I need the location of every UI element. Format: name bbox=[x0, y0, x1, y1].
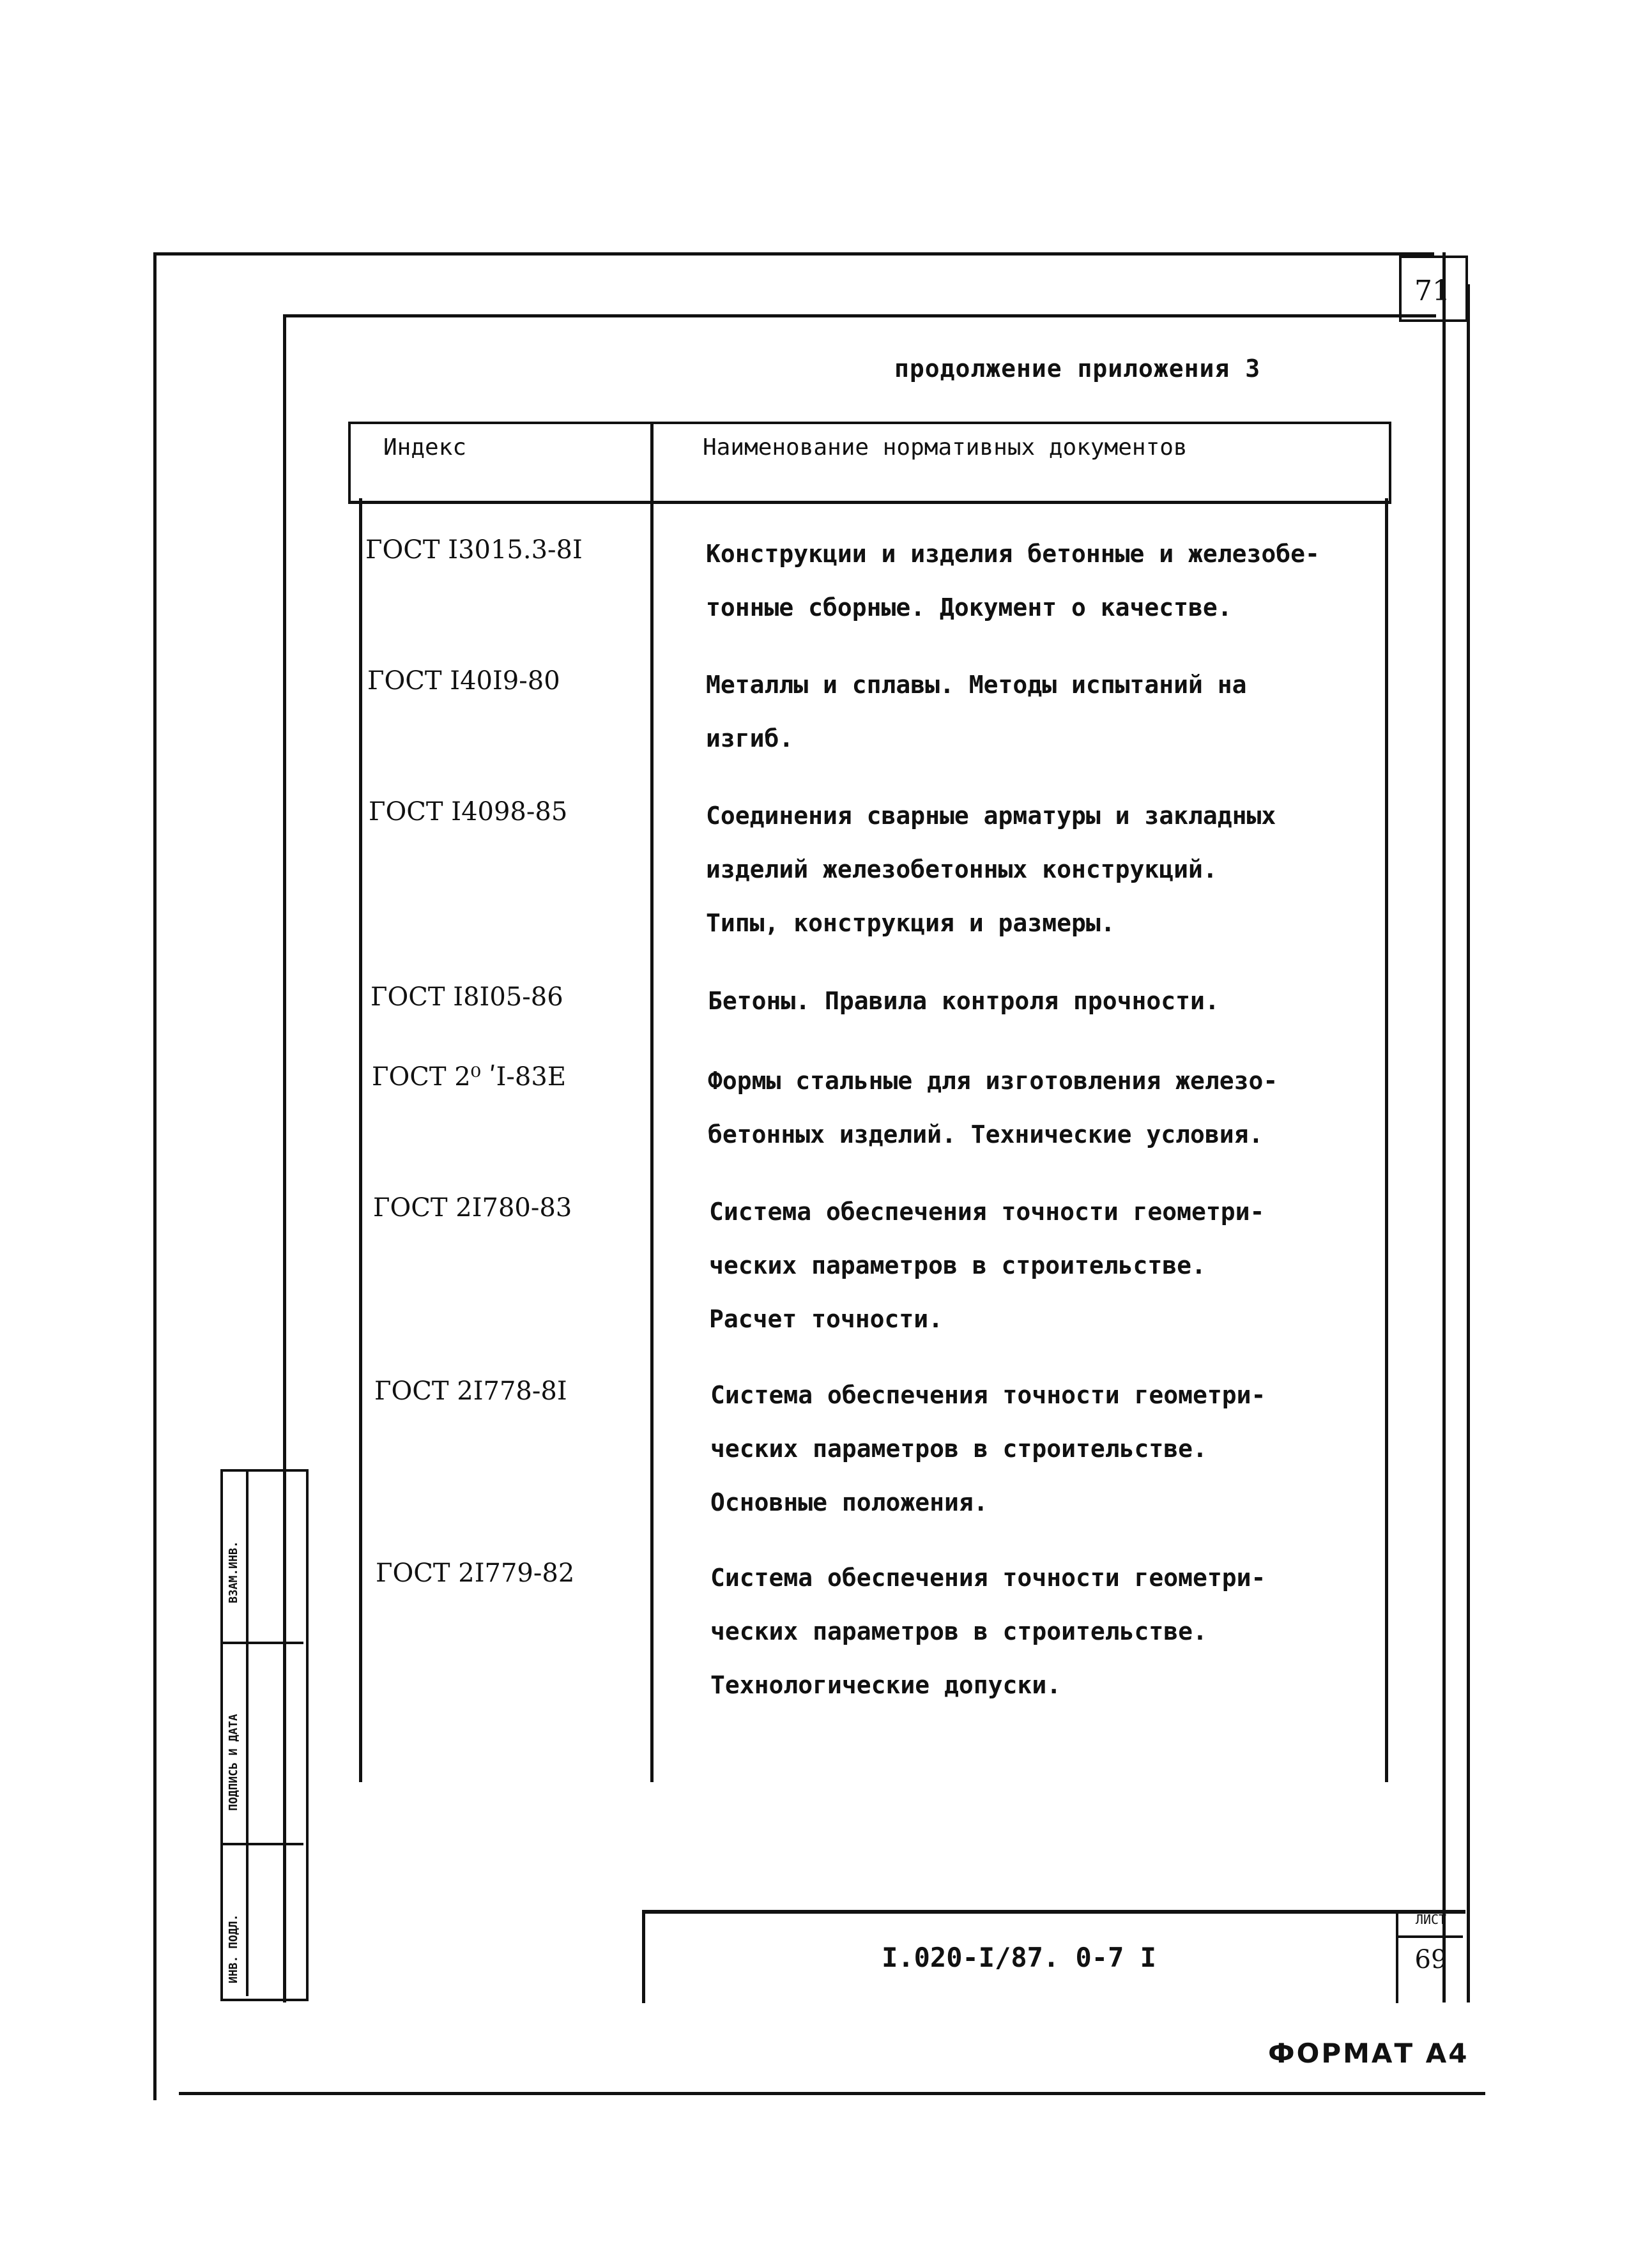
stamp-label-original-inventory: ИНВ. ПОДЛ. bbox=[227, 1914, 240, 1983]
row-index: ГОСТ I40I9-80 bbox=[367, 666, 560, 696]
row-index: ГОСТ 2I778-8I bbox=[374, 1377, 567, 1406]
row-text-line: бетонных изделий. Технические условия. bbox=[708, 1120, 1264, 1148]
row-text-line: ческих параметров в строительстве. bbox=[709, 1251, 1206, 1279]
row-text-line: тонные сборные. Документ о качестве. bbox=[706, 593, 1232, 622]
row-text-line: Формы стальные для изготовления железо- bbox=[708, 1067, 1278, 1095]
document-code: I.020-I/87. 0-7 I bbox=[882, 1942, 1156, 1973]
row-text-line: Расчет точности. bbox=[709, 1305, 944, 1333]
table-column-divider bbox=[650, 422, 654, 1782]
row-text-line: Основные положения. bbox=[710, 1488, 988, 1516]
frame-right-edge bbox=[1442, 252, 1446, 2002]
continuation-title: продолжение приложения 3 bbox=[894, 355, 1261, 383]
row-text-line: Система обеспечения точности геометри- bbox=[709, 1198, 1265, 1226]
bottom-rule bbox=[179, 2092, 1485, 2095]
row-text-line: изделий железобетонных конструкций. bbox=[706, 855, 1218, 883]
format-label: ФОРМАТ А4 bbox=[1268, 2038, 1469, 2069]
table-right-border bbox=[1385, 498, 1388, 1782]
row-text-line: ческих параметров в строительстве. bbox=[710, 1617, 1207, 1645]
row-text-line: Конструкции и изделия бетонные и железобе- bbox=[706, 540, 1320, 568]
row-index: ГОСТ 2⁰ ʹI-83E bbox=[372, 1062, 567, 1092]
header-index: Индекс bbox=[383, 434, 467, 461]
sheet-cell-divider bbox=[1396, 1935, 1463, 1938]
row-index: ГОСТ I8I05-86 bbox=[371, 982, 563, 1012]
row-index: ГОСТ I3015.3-8I bbox=[365, 535, 583, 565]
stamp-label-signature-date: ПОДПИСЬ И ДАТА bbox=[227, 1714, 240, 1811]
row-text-line: Металлы и сплавы. Методы испытаний на bbox=[706, 671, 1247, 699]
frame-right-edge-outer bbox=[1467, 284, 1470, 2002]
row-text-line: Система обеспечения точности геометри- bbox=[710, 1381, 1266, 1409]
side-stamp-column bbox=[246, 1469, 249, 1996]
row-text-line: Технологические допуски. bbox=[710, 1671, 1062, 1699]
sheet-page-number: 69 bbox=[1414, 1945, 1448, 1974]
row-text-line: изгиб. bbox=[706, 724, 794, 752]
sheet-label: ЛИСТ bbox=[1415, 1912, 1447, 1927]
side-stamp-divider bbox=[220, 1843, 303, 1845]
header-name: Наименование нормативных документов bbox=[703, 434, 1188, 461]
side-stamp-divider bbox=[220, 1642, 303, 1644]
row-text-line: Бетоны. Правила контроля прочности. bbox=[708, 987, 1220, 1015]
table-left-border bbox=[359, 498, 362, 1782]
row-text-line: Система обеспечения точности геометри- bbox=[710, 1564, 1266, 1592]
sheet-number: 71 bbox=[1414, 275, 1450, 307]
row-index: ГОСТ 2I779-82 bbox=[376, 1559, 575, 1588]
stamp-label-replacement: ВЗАМ.ИНВ. bbox=[227, 1541, 240, 1603]
row-index: ГОСТ 2I780-83 bbox=[373, 1193, 572, 1223]
row-text-line: Типы, конструкция и размеры. bbox=[706, 909, 1115, 937]
row-text-line: ческих параметров в строительстве. bbox=[710, 1435, 1207, 1463]
row-text-line: Соединения сварные арматуры и закладных bbox=[706, 802, 1276, 830]
row-index: ГОСТ I4098-85 bbox=[369, 797, 568, 827]
